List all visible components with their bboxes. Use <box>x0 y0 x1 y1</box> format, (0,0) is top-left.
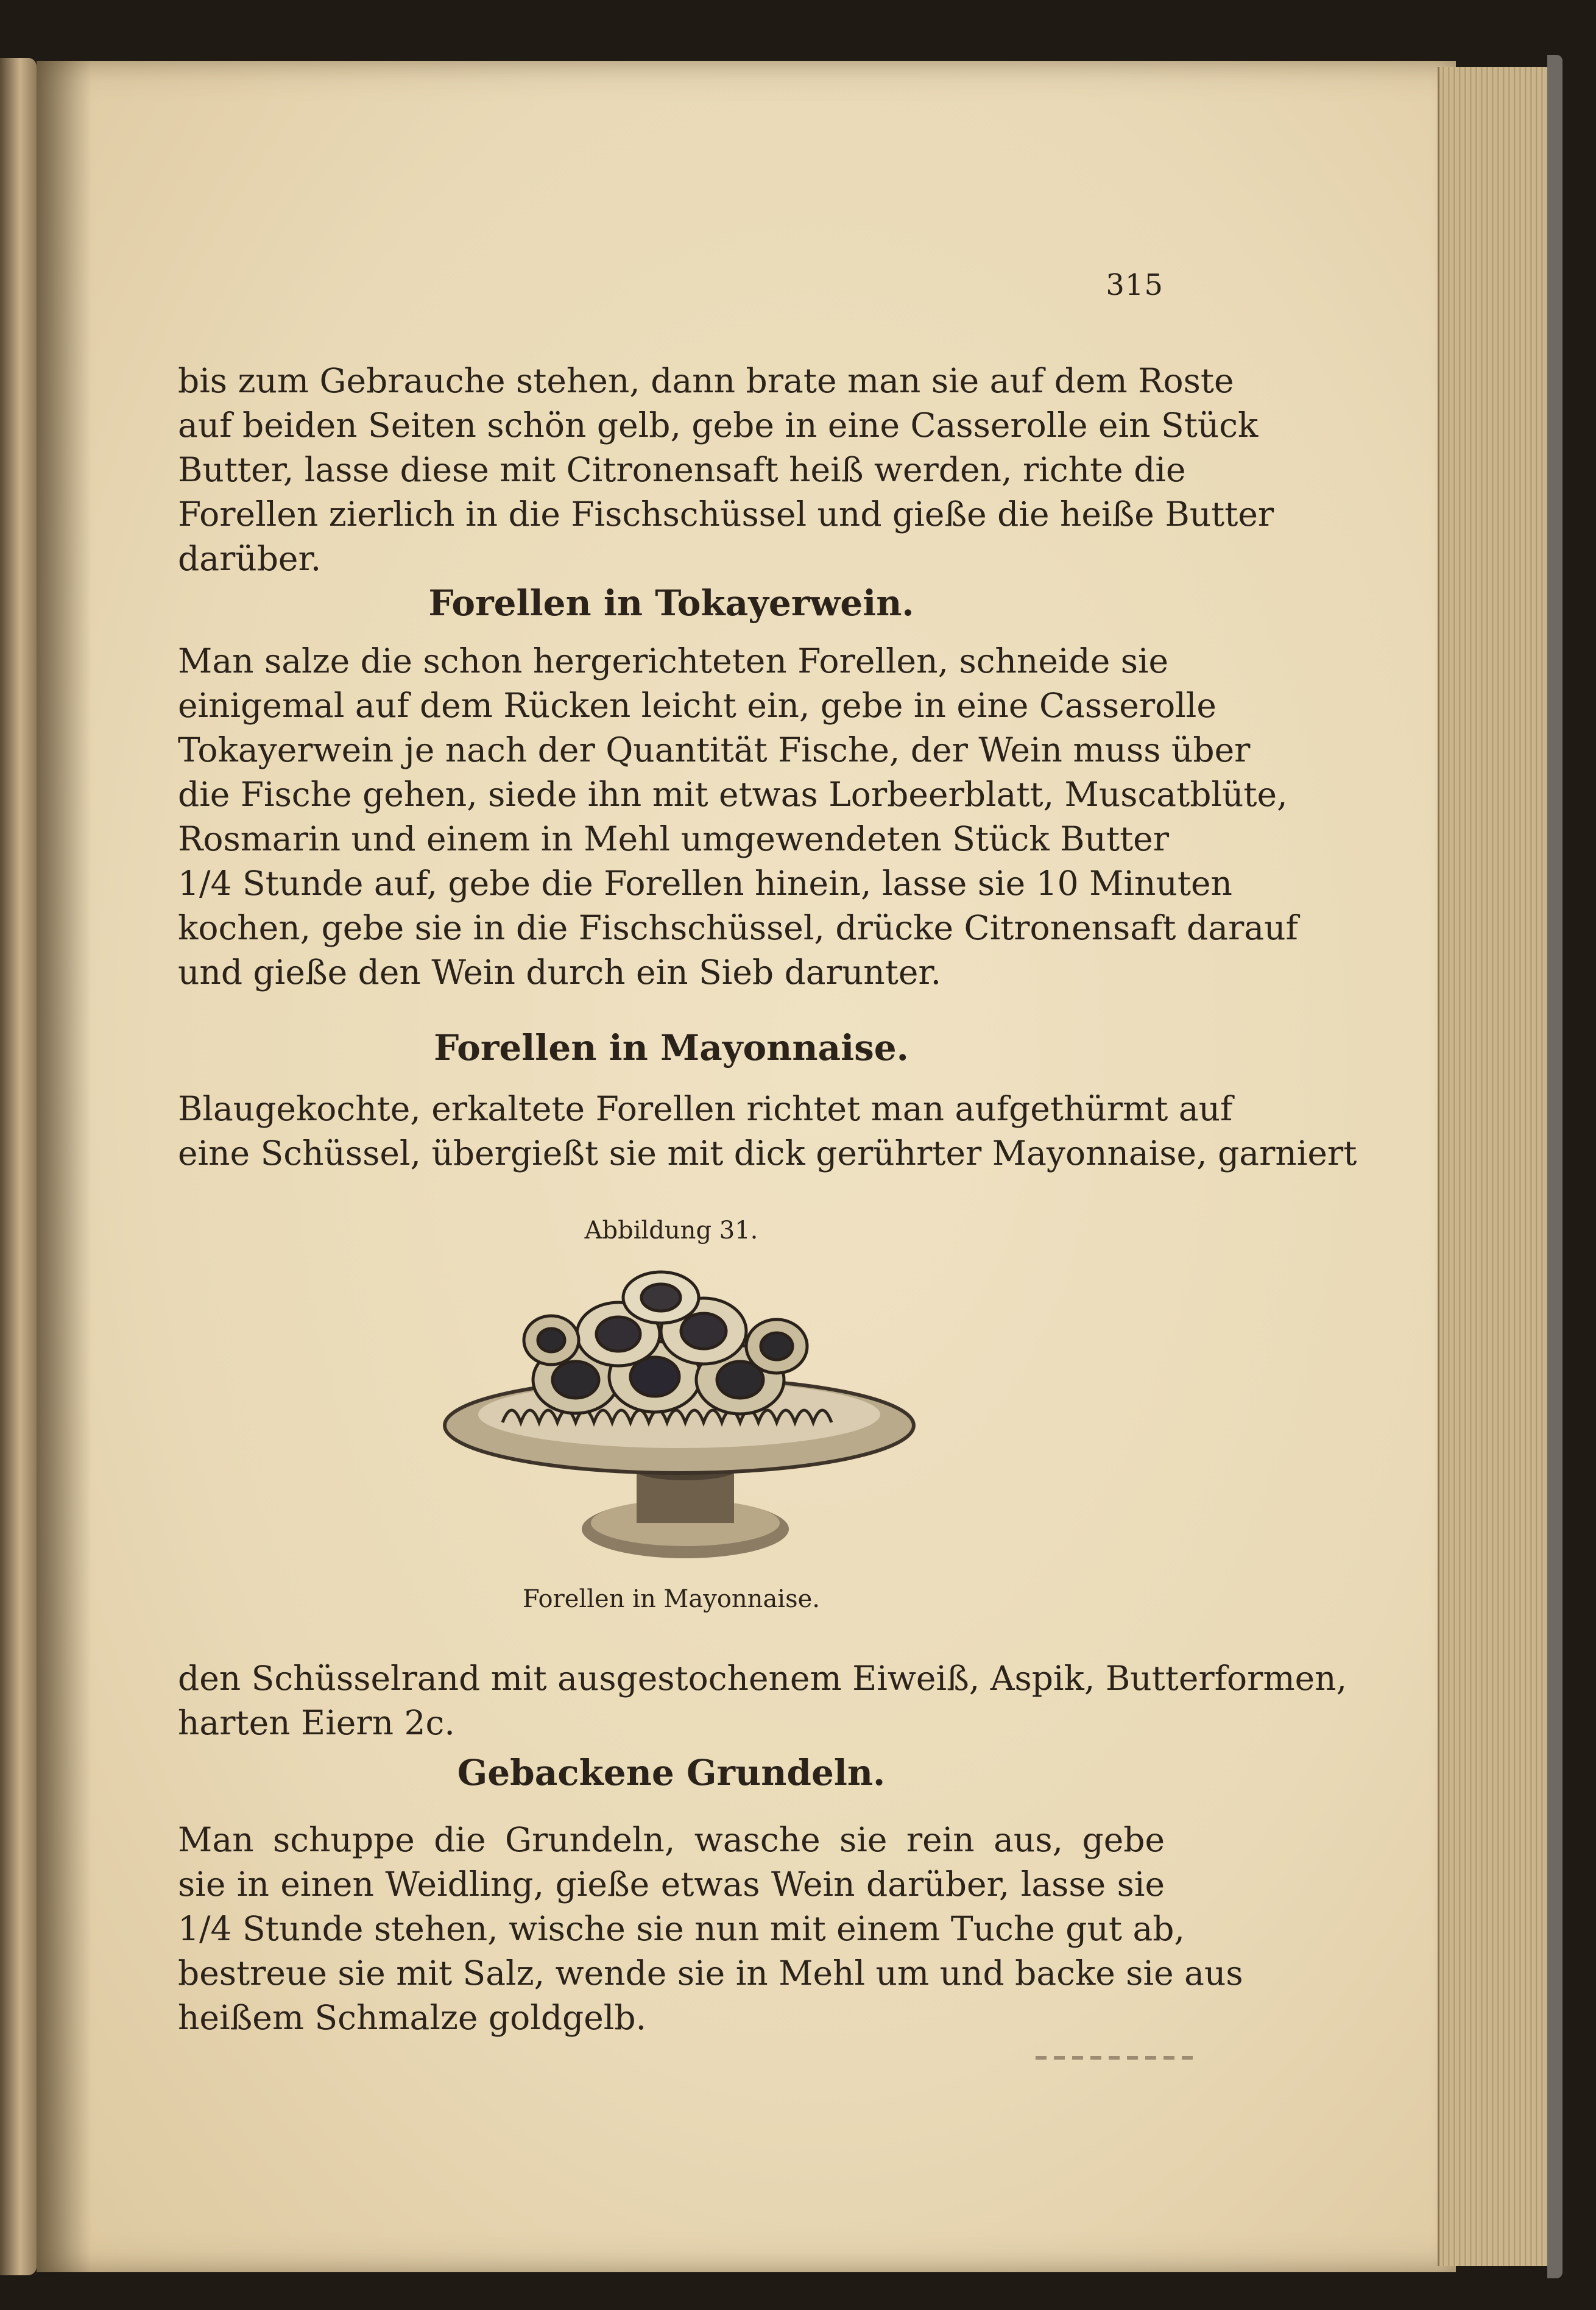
paragraph-2-line: die Fische gehen, siede ihn mit etwas Lorbeerblatt, Muscatblüte, <box>178 775 1288 814</box>
paragraph-1-line: bis zum Gebrauche stehen, dann brate man sie auf dem Roste <box>178 361 1234 400</box>
paragraph-1-line: auf beiden Seiten schön gelb, gebe in eine Casserolle ein Stück <box>178 406 1259 445</box>
paragraph-2-line: und gieße den Wein durch ein Sieb darunter. <box>178 953 942 992</box>
paragraph-4-line: harten Eiern 2c. <box>178 1703 455 1742</box>
trout-platter-illustration <box>436 1267 923 1572</box>
paragraph-1-line: darüber. <box>178 539 322 578</box>
page-fore-edge <box>1438 67 1549 2266</box>
paragraph-2-line: 1/4 Stunde auf, gebe die Forellen hinein, lasse sie 10 Minuten <box>178 864 1232 903</box>
paragraph-2-line: kochen, gebe sie in die Fischschüssel, drücke Citronensaft darauf <box>178 908 1298 947</box>
paragraph-5-line: heißem Schmalze goldgelb. <box>178 1998 647 2037</box>
paragraph-4-line: den Schüsselrand mit ausgestochenem Eiweiß, Aspik, Butterformen, <box>178 1659 1347 1698</box>
paragraph-1-line: Butter, lasse diese mit Citronensaft heiß werden, richte die <box>178 450 1186 489</box>
paragraph-5-line: bestreue sie mit Salz, wende sie in Mehl um und backe sie aus <box>178 1954 1243 1993</box>
paragraph-5-line: 1/4 Stunde stehen, wische sie nun mit einem Tuche gut ab, <box>178 1909 1185 1948</box>
paragraph-1-line: Forellen zierlich in die Fischschüssel und gieße die heiße Butter <box>178 495 1274 534</box>
left-page-edge <box>0 58 37 2275</box>
paragraph-5-line: Man schuppe die Grundeln, wasche sie rein aus, gebe <box>178 1820 1165 1859</box>
page-gutter-shadow <box>37 61 91 2272</box>
page-mark <box>1036 2056 1194 2060</box>
paragraph-5-line: sie in einen Weidling, gieße etwas Wein darüber, lasse sie <box>178 1865 1165 1904</box>
paragraph-3-line: eine Schüssel, übergießt sie mit dick gerührter Mayonnaise, garniert <box>178 1134 1357 1173</box>
paragraph-2-line: einigemal auf dem Rücken leicht ein, gebe in eine Casserolle <box>178 686 1216 725</box>
paragraph-2-line: Tokayerwein je nach der Quantität Fische, der Wein muss über <box>178 730 1251 769</box>
book-cover-edge <box>1547 55 1562 2278</box>
paragraph-2-line: Rosmarin und einem in Mehl umgewendeten Stück Butter <box>178 819 1170 858</box>
paragraph-2-line: Man salze die schon hergerichteten Forellen, schneide sie <box>178 641 1169 680</box>
figure-label: Abbildung 31. <box>584 1217 758 1245</box>
figure-caption: Forellen in Mayonnaise. <box>522 1585 820 1613</box>
section-heading-grundeln: Gebackene Grundeln. <box>457 1752 886 1793</box>
section-heading-mayonnaise: Forellen in Mayonnaise. <box>434 1027 909 1068</box>
page-number: 315 <box>1106 268 1163 302</box>
paragraph-3-line: Blaugekochte, erkaltete Forellen richtet man aufgethürmt auf <box>178 1089 1233 1128</box>
section-heading-tokayerwein: Forellen in Tokayerwein. <box>428 582 914 624</box>
